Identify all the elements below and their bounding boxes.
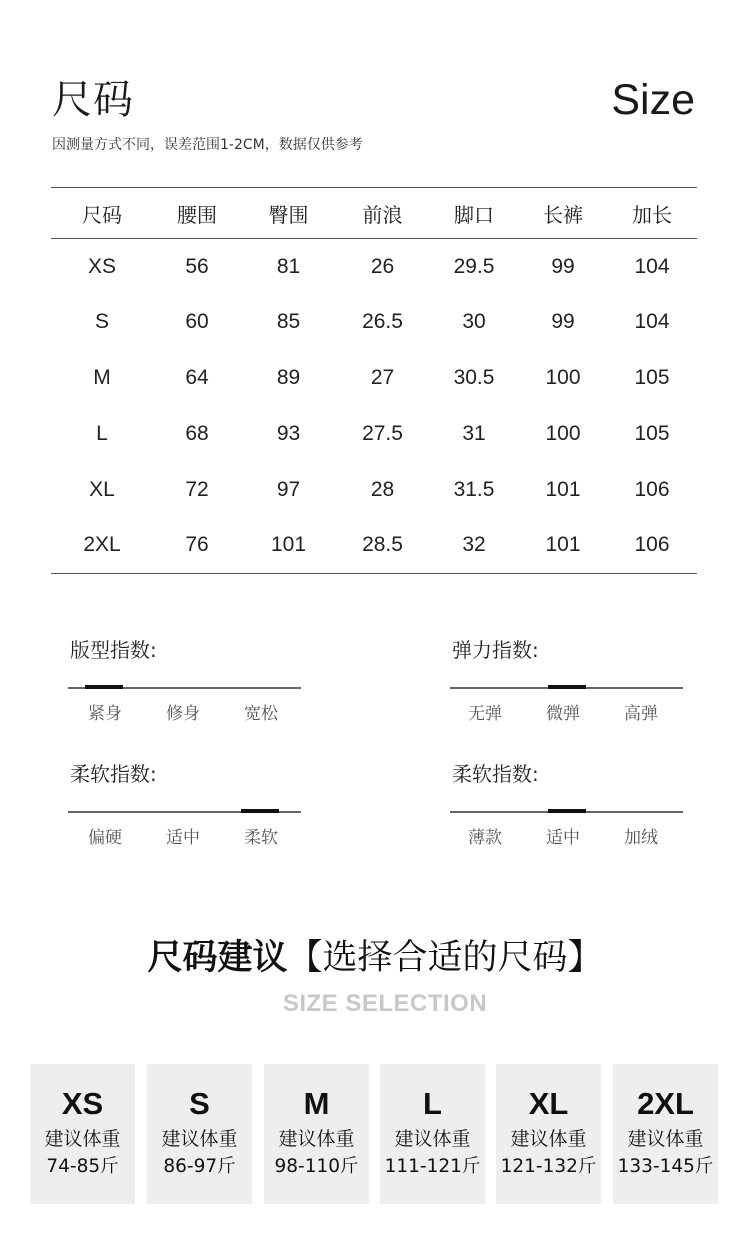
table-cell: M <box>93 365 111 389</box>
index-option: 微弹 <box>546 704 580 724</box>
index-selected-marker <box>85 685 123 689</box>
index-option: 适中 <box>546 828 580 848</box>
table-cell: 2XL <box>51 517 153 573</box>
table-cell: 106 <box>607 517 697 573</box>
card-weight-range: 86-97斤 <box>163 1156 236 1177</box>
card-label: 建议体重 <box>161 1128 238 1150</box>
card-size: XS <box>61 1086 104 1121</box>
table-cell: 68 <box>185 421 209 445</box>
table-cell: XL <box>89 477 115 501</box>
table-cell: 56 <box>185 254 209 278</box>
column-header: 前浪 <box>336 188 429 239</box>
table-cell: 28 <box>370 477 395 501</box>
table-cell: 27 <box>370 365 395 389</box>
column-header: 脚口 <box>429 188 519 239</box>
index-title: 柔软指数: <box>70 762 157 786</box>
table-cell: S <box>94 310 109 334</box>
index-option: 紧身 <box>88 704 122 724</box>
table-cell: 100 <box>545 365 581 389</box>
card-weight-range: 111-121斤 <box>384 1156 481 1177</box>
table-cell: L <box>96 421 108 445</box>
table-cell: 93 <box>276 421 301 445</box>
card-label: 建议体重 <box>44 1128 121 1150</box>
table-cell: 89 <box>276 365 301 389</box>
table-cell: 100 <box>545 421 581 445</box>
size-card-l <box>380 1064 485 1204</box>
column-header: 腰围 <box>153 188 241 239</box>
index-title: 弹力指数: <box>452 638 539 662</box>
table-cell: 30.5 <box>453 365 495 389</box>
card-weight-range: 74-85斤 <box>46 1156 119 1177</box>
card-weight-range: 121-132斤 <box>500 1156 597 1177</box>
table-header-row <box>51 188 697 239</box>
card-size: M <box>303 1086 330 1121</box>
table-row <box>51 239 697 295</box>
card-weight-range: 133-145斤 <box>617 1156 714 1177</box>
recommendation-title-bracket: 【选择合适的尺码】 <box>287 938 603 978</box>
table-cell: 101 <box>241 517 336 573</box>
index-title: 版型指数: <box>70 638 157 662</box>
table-cell: 76 <box>153 517 241 573</box>
table-cell: 97 <box>276 477 301 501</box>
size-table <box>51 187 697 574</box>
size-card-xl <box>496 1064 601 1204</box>
index-option: 宽松 <box>244 704 278 724</box>
index-option: 适中 <box>166 828 200 848</box>
table-cell: 26 <box>370 254 395 278</box>
table-cell: 29.5 <box>453 254 495 278</box>
card-label: 建议体重 <box>278 1128 355 1150</box>
table-cell: 101 <box>519 517 607 573</box>
table-row <box>51 350 697 406</box>
size-card-2xl <box>613 1064 718 1204</box>
card-size: XL <box>528 1086 569 1121</box>
table-row <box>51 406 697 462</box>
card-label: 建议体重 <box>394 1128 471 1150</box>
table-cell: 72 <box>185 477 209 501</box>
index-option: 柔软 <box>244 828 278 848</box>
table-cell: 105 <box>634 421 670 445</box>
table-cell: 81 <box>276 254 301 278</box>
table-cell: 101 <box>545 477 581 501</box>
index-selected-marker <box>548 809 586 813</box>
elasticity-index <box>450 637 684 747</box>
size-card-s <box>147 1064 252 1204</box>
table-cell: 60 <box>185 310 209 334</box>
recommendation-title <box>0 935 750 981</box>
card-label: 建议体重 <box>627 1128 704 1150</box>
column-header: 臀围 <box>241 188 336 239</box>
index-option: 偏硬 <box>88 828 122 848</box>
table-cell: 26.5 <box>362 310 403 334</box>
thickness-index <box>450 761 684 871</box>
index-title: 柔软指数: <box>452 762 539 786</box>
index-option: 加绒 <box>624 828 658 848</box>
index-selected-marker <box>548 685 586 689</box>
recommendation-subtitle: SIZE SELECTION <box>282 990 488 1017</box>
size-card-xs <box>30 1064 135 1204</box>
card-size: 2XL <box>637 1086 694 1121</box>
recommendation-title-main: 尺码建议 <box>147 938 288 978</box>
card-size: L <box>423 1086 442 1121</box>
page-title-cn: 尺码 <box>52 77 134 123</box>
table-cell: 85 <box>276 310 301 334</box>
card-label: 建议体重 <box>510 1128 587 1150</box>
table-cell: 106 <box>634 477 670 501</box>
card-size: S <box>189 1086 210 1121</box>
index-option: 薄款 <box>468 828 502 848</box>
table-cell: 31.5 <box>453 477 495 501</box>
page-title-en: Size <box>611 76 695 124</box>
column-header: 加长 <box>607 188 697 239</box>
table-cell: 31 <box>462 421 486 445</box>
table-cell: 64 <box>185 365 209 389</box>
table-cell: 99 <box>551 310 575 334</box>
table-row <box>51 294 697 350</box>
column-header: 尺码 <box>51 188 153 239</box>
column-header: 长裤 <box>519 188 607 239</box>
index-selected-marker <box>241 809 279 813</box>
table-row <box>51 462 697 518</box>
index-option: 无弹 <box>468 704 502 724</box>
table-cell: 30 <box>462 310 486 334</box>
table-cell: 28.5 <box>336 517 429 573</box>
index-option: 修身 <box>166 704 200 724</box>
table-cell: 105 <box>634 365 670 389</box>
card-weight-range: 98-110斤 <box>274 1156 359 1177</box>
fit-index <box>68 637 302 747</box>
table-cell: 104 <box>634 310 670 334</box>
measurement-note: 因测量方式不同，误差范围1-2CM，数据仅供参考 <box>52 137 363 153</box>
table-cell: 104 <box>634 254 670 278</box>
softness-index <box>68 761 302 871</box>
index-option: 高弹 <box>624 704 658 724</box>
table-cell: 32 <box>429 517 519 573</box>
table-cell: XS <box>87 254 116 278</box>
table-cell: 27.5 <box>362 421 403 445</box>
size-card-m <box>264 1064 369 1204</box>
table-cell: 99 <box>551 254 575 278</box>
table-row <box>51 517 697 573</box>
